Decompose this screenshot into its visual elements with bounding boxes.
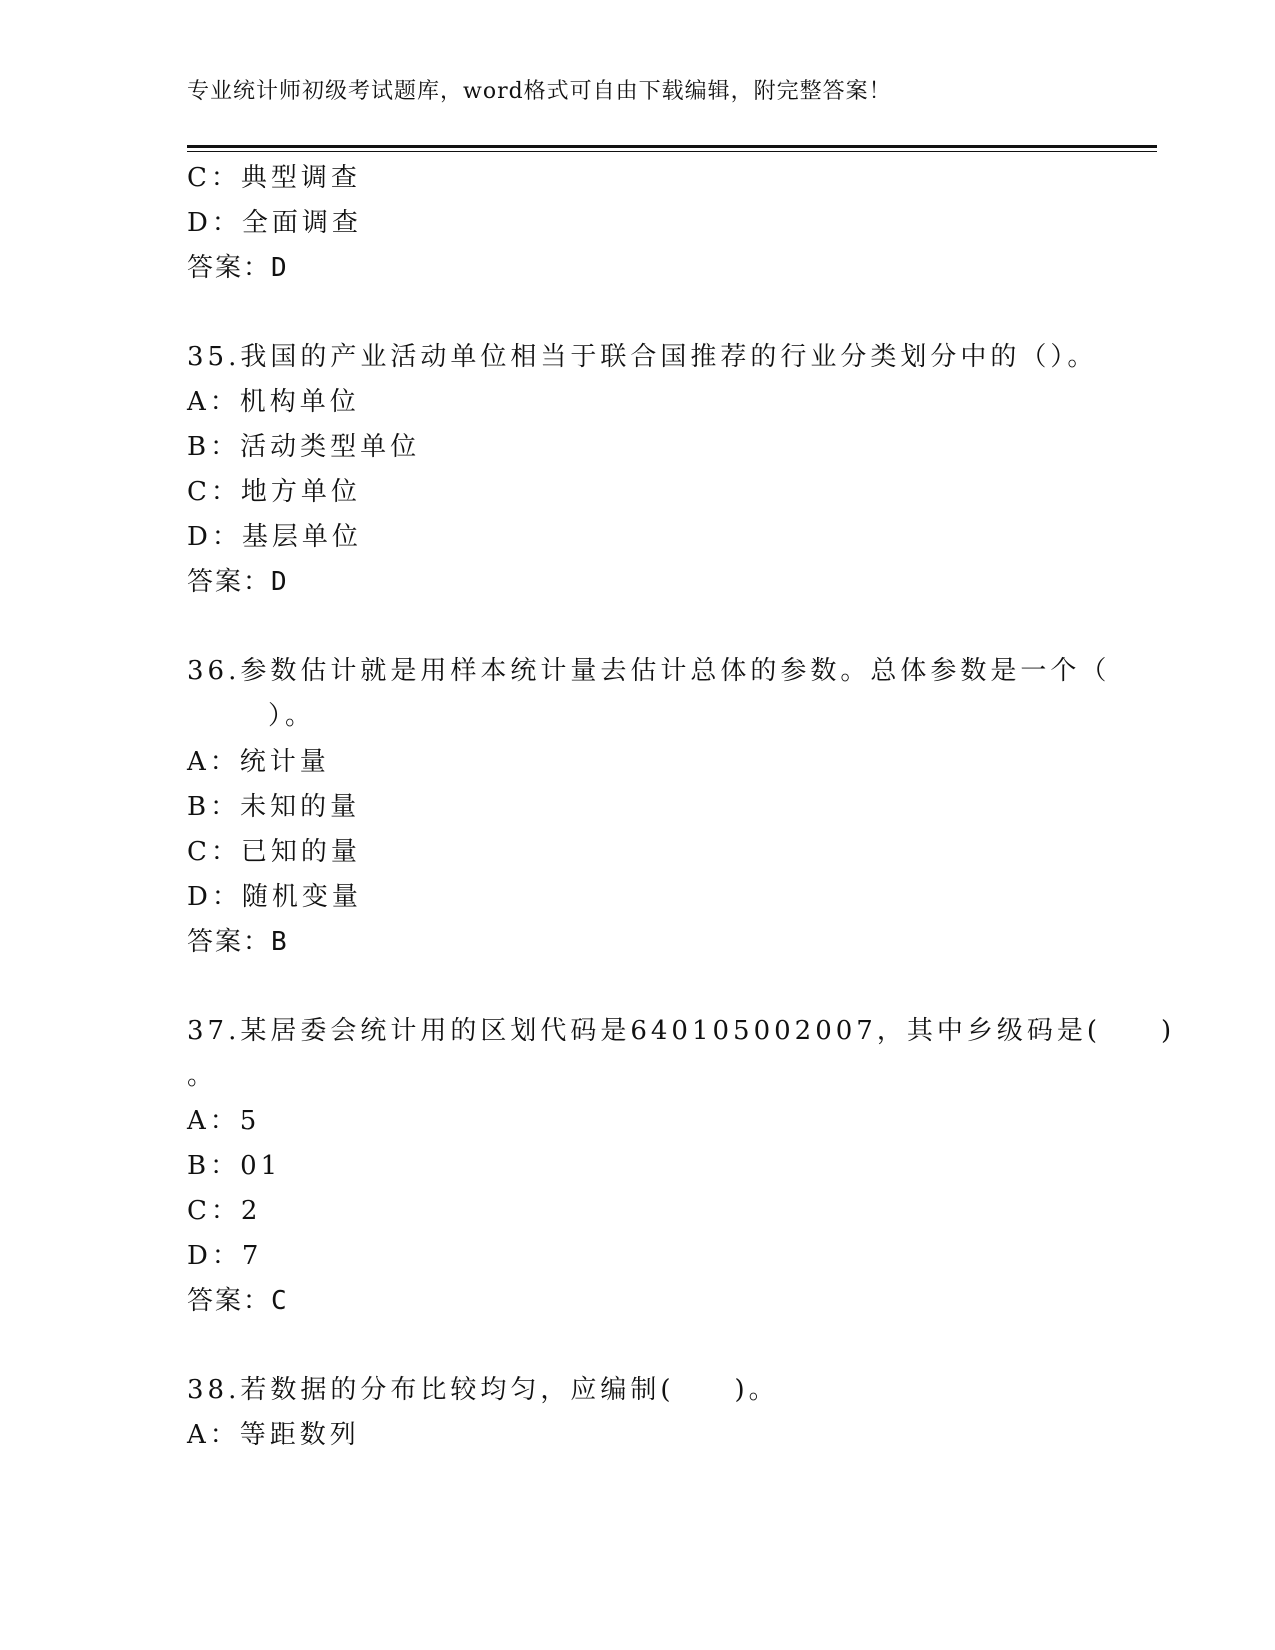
header-rule-thin bbox=[187, 151, 1157, 152]
option-c: C：地方单位 bbox=[187, 477, 361, 507]
answer-line bbox=[187, 927, 287, 957]
option-a: A：机构单位 bbox=[187, 387, 360, 417]
option-b: B：活动类型单位 bbox=[187, 432, 421, 462]
answer-label: 答案： bbox=[187, 1286, 272, 1316]
option-b: B：01 bbox=[187, 1151, 282, 1181]
question-35-stem: 35.我国的产业活动单位相当于联合国推荐的行业分类划分中的（）。 bbox=[187, 342, 1098, 372]
question-37-stem: 37.某居委会统计用的区划代码是640105002007，其中乡级码是( ) bbox=[187, 1016, 1176, 1046]
answer-label: 答案： bbox=[187, 927, 272, 957]
answer-line bbox=[187, 253, 287, 283]
question-37-stem-cont: 。 bbox=[187, 1061, 218, 1091]
option-d: D：7 bbox=[187, 1241, 263, 1271]
answer-value: D bbox=[271, 253, 287, 283]
option-c: C：已知的量 bbox=[187, 837, 361, 867]
question-38-stem: 38.若数据的分布比较均匀，应编制( )。 bbox=[187, 1375, 779, 1405]
option-d: D：全面调查 bbox=[187, 208, 362, 238]
option-d: D：随机变量 bbox=[187, 882, 362, 912]
question-36-stem-cont: ）。 bbox=[268, 701, 316, 731]
answer-line bbox=[187, 1286, 287, 1316]
answer-value: C bbox=[271, 1286, 287, 1316]
answer-value: B bbox=[271, 927, 287, 957]
answer-value: D bbox=[271, 567, 287, 597]
question-36-stem: 36.参数估计就是用样本统计量去估计总体的参数。总体参数是一个（ bbox=[187, 656, 1111, 686]
option-d: D：基层单位 bbox=[187, 522, 362, 552]
page-header: 专业统计师初级考试题库，word格式可自由下载编辑，附完整答案！ bbox=[187, 79, 892, 104]
answer-label: 答案： bbox=[187, 253, 272, 283]
option-a: A：5 bbox=[187, 1106, 261, 1136]
option-c: C：典型调查 bbox=[187, 163, 361, 193]
answer-label: 答案： bbox=[187, 567, 272, 597]
header-rule-thick bbox=[187, 145, 1157, 148]
option-c: C：2 bbox=[187, 1196, 262, 1226]
answer-line bbox=[187, 567, 287, 597]
option-a: A：等距数列 bbox=[187, 1420, 360, 1450]
option-a: A：统计量 bbox=[187, 747, 330, 777]
option-b: B：未知的量 bbox=[187, 792, 361, 822]
